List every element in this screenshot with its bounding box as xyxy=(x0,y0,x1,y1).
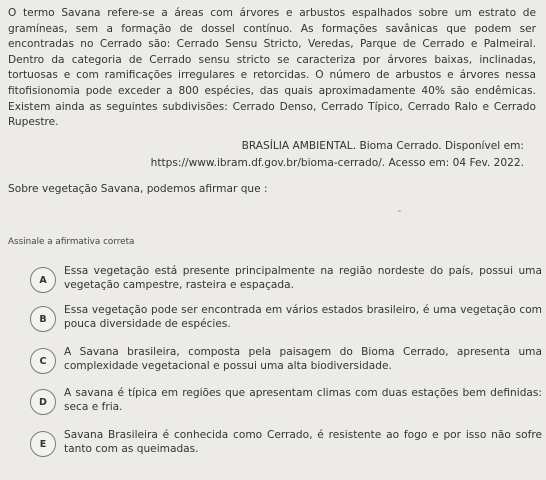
citation-text: BRASÍLIA AMBIENTAL. Bioma Cerrado. Disponível em: https://www.ibram.df.gov.br/bioma-cerrado/. Acesso em: 04 Fev. 2022. xyxy=(150,140,524,169)
option-c-radio[interactable]: C xyxy=(30,348,56,374)
option-a[interactable] xyxy=(30,264,542,298)
option-e-text[interactable]: Savana Brasileira é conhecida como Cerrado, é resistente ao fogo e por isso não sofre tanto com as queimadas. xyxy=(64,429,542,456)
question-text: Sobre vegetação Savana, podemos afirmar que : xyxy=(8,183,268,195)
decorative-speck xyxy=(398,210,401,212)
option-c[interactable] xyxy=(30,345,542,379)
passage-text: O termo Savana refere-se a áreas com árvores e arbustos espalhados sobre um estrato de gramíneas, sem a formação de dossel contínuo. As formações savânicas que podem ser encontradas no Cerrado são: Cerrado Sensu Stricto, Veredas, Parque de Cerrado e Palmeiral. Dentro da categoria de Cerrado sensu stricto se caracteriza por árvores baixas, inclinadas, tortuosas e com ramificações irregulares e retorcidas. O número de arbustos e árvores nessa fitofisionomia pode exceder a 800 espécies, das quais aproximadamente 40% são endêmicas. Existem ainda as seguintes subdivisões: Cerrado Denso, Cerrado Típico, Cerrado Ralo e Cerrado Rupestre. xyxy=(8,7,536,129)
option-a-text[interactable]: Essa vegetação está presente principalmente na região nordeste do país, possui uma vegetação campestre, rasteira e espaçada. xyxy=(64,265,542,292)
option-b-radio[interactable]: B xyxy=(30,306,56,332)
option-e-radio[interactable]: E xyxy=(30,431,56,457)
option-b[interactable] xyxy=(30,303,542,337)
option-a-radio[interactable]: A xyxy=(30,267,56,293)
option-e[interactable] xyxy=(30,428,542,462)
option-d[interactable] xyxy=(30,386,542,420)
option-d-radio[interactable]: D xyxy=(30,389,56,415)
option-c-text[interactable]: A Savana brasileira, composta pela paisagem do Bioma Cerrado, apresenta uma complexidade vegetacional e possui uma alta biodiversidade. xyxy=(64,346,542,373)
option-d-text[interactable]: A savana é típica em regiões que apresentam climas com duas estações bem definidas: seca e fria. xyxy=(64,387,542,414)
instruction-text: Assinale a afirmativa correta xyxy=(8,237,135,247)
option-b-text[interactable]: Essa vegetação pode ser encontrada em vários estados brasileiro, é uma vegetação com pouca diversidade de espécies. xyxy=(64,304,542,331)
